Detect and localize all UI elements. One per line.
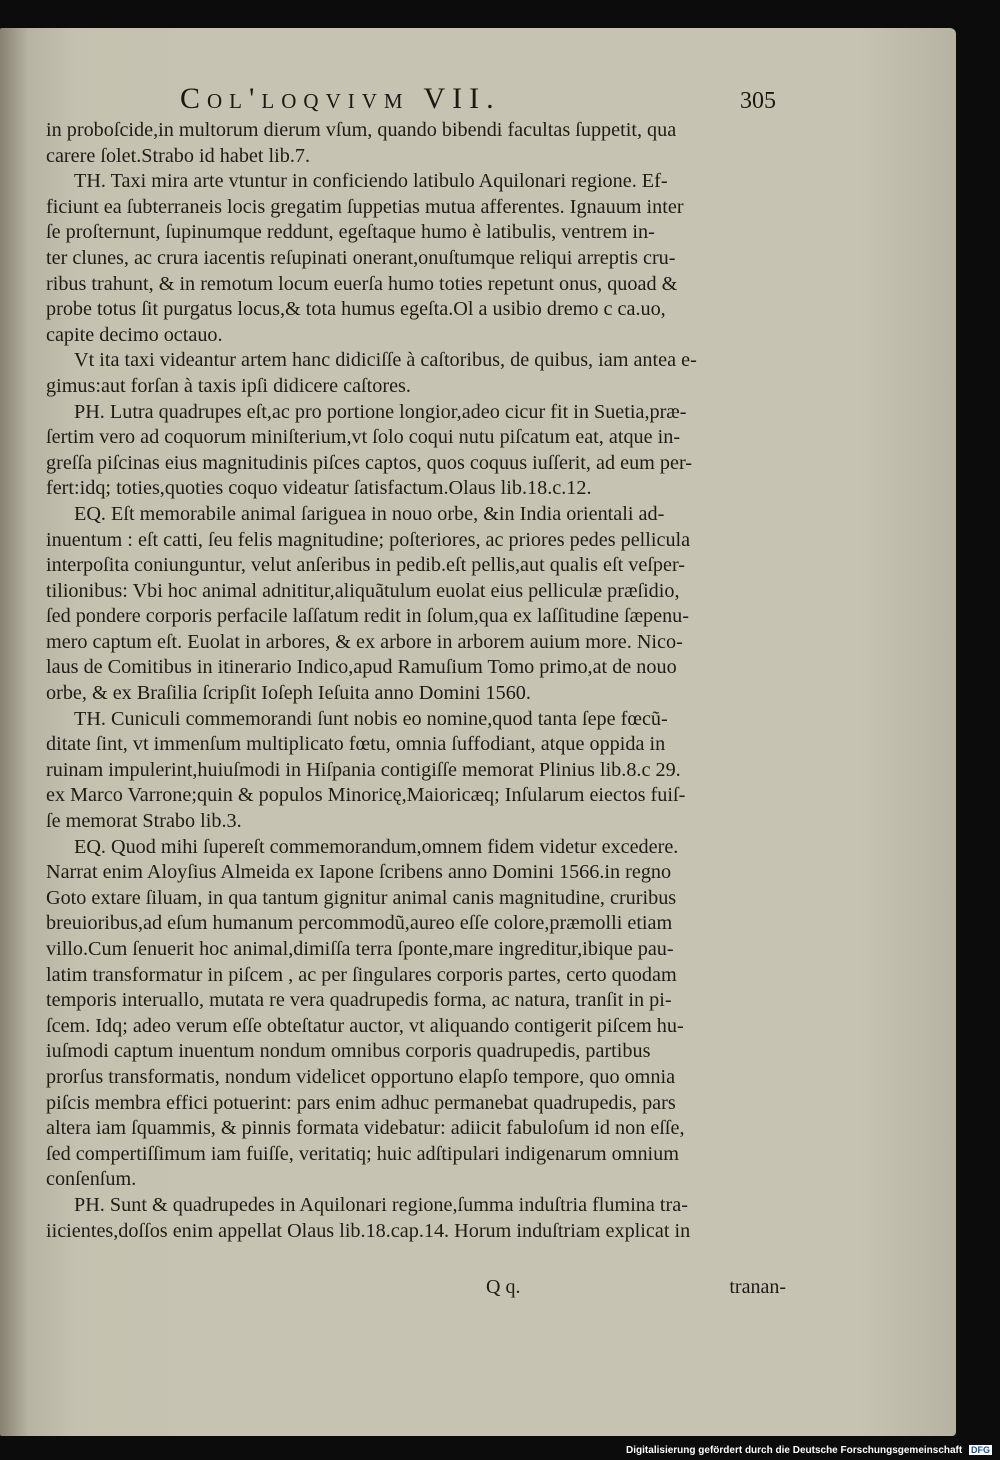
text-line: carere ſolet.Strabo id habet lib.7.	[46, 144, 311, 167]
text-line: ditate ſint, vt immenſum multiplicato fœtu, omnia ſuffodiant, atque oppida in	[46, 733, 666, 756]
text-line: iuſmodi captum inuentum nondum omnibus corporis quadrupedis, partibus	[46, 1040, 651, 1063]
text-line: PH. Sunt & quadrupedes in Aquilonari regione,ſumma induſtria flumina tra-	[74, 1193, 688, 1216]
text-line: ſed pondere corporis perfacile laſſatum redit in ſolum,qua ex laſſitudine ſæpenu-	[46, 605, 689, 628]
dfg-logo: DFG	[971, 1445, 990, 1455]
signature-mark: Q q.	[486, 1276, 521, 1298]
book-page	[0, 28, 956, 1436]
credit-text: Digitalisierung gefördert durch die Deutsche Forschungsgemeinschaft	[626, 1445, 963, 1456]
text-line: fert:idq; toties,quoties coquo videatur ſatisfactum.Olaus lib.18.c.12.	[46, 477, 592, 500]
text-line: ter clunes, ac crura iacentis reſupinati onerant,onuſtumque reliqui arreptis cru-	[46, 246, 676, 269]
page-number: 305	[740, 88, 776, 114]
text-line: villo.Cum ſenuerit hoc animal,dimiſſa terra ſponte,mare ingreditur,ibique pau-	[46, 938, 674, 960]
page-binding-shadow	[0, 28, 28, 1436]
page-footer	[46, 1276, 786, 1306]
text-line: probe totus ſit purgatus locus,& tota humus egeſta.Ol a usibio dremo c ca.uo,	[46, 298, 666, 321]
text-line: ſed compertiſſimum iam fuiſſe, veritatiq; huic adſtipulari indigenarum omnium	[46, 1142, 679, 1165]
page-title: Col'loqvivm VII.	[180, 82, 501, 115]
text-line: ſe proſternunt, ſupinumque reddunt, egeſtaque humo è latibulis, ventrem in-	[46, 221, 655, 244]
text-line: orbe, & ex Braſilia ſcripſit Ioſeph Ieſuita anno Domini 1560.	[46, 682, 531, 705]
text-line: gimus:aut forſan à taxis ipſi didicere caſtores.	[46, 374, 411, 397]
text-line: ficiunt ea ſubterraneis locis gregatim ſuppetias mutua afferentes. Ignauum inter	[46, 195, 684, 218]
text-line: interpoſita coniunguntur, velut anſeribus in pedib.eſt pellis,aut qualis eſt veſper-	[46, 554, 686, 577]
text-line: greſſa piſcinas eius magnitudinis piſces captos, quos coquus iuſſerit, ad eum per-	[46, 451, 693, 474]
running-head	[0, 82, 956, 122]
text-line: mero captum eſt. Euolat in arbores, & ex arbore in arborem auium more. Nico-	[46, 630, 683, 653]
text-line: ribus trahunt, & in remotum locum euerſa humo toties repetunt onus, quoad &	[46, 272, 678, 295]
text-line: ex Marco Varrone;quin & populos Minoricę,Maioricæq; Inſularum eiectos fuiſ-	[46, 784, 686, 807]
text-line: iicientes,doſſos enim appellat Olaus lib.18.cap.14. Horum induſtriam explicat in	[46, 1219, 691, 1242]
text-line: EQ. Eſt memorabile animal ſariguea in nouo orbe, &in India orientali ad-	[74, 502, 665, 525]
text-line: EQ. Quod mihi ſupereſt commemorandum,omnem fidem videtur excedere.	[74, 835, 679, 858]
text-line: inuentum : eſt catti, ſeu felis magnitudine; poſteriores, ac priores pedes pellicula	[46, 528, 691, 551]
text-line: temporis interuallo, mutata re vera quadrupedis forma, ac natura, tranſit in pi-	[46, 989, 672, 1012]
text-line: capite decimo octauo.	[46, 323, 223, 346]
text-line: latim transformatur in piſcem , ac per ſingulares corporis partes, certo quodam	[46, 963, 677, 986]
text-line: in proboſcide,in multorum dierum vſum, quando bibendi facultas ſuppetit, qua	[46, 119, 677, 141]
text-line: tilionibus: Vbi hoc animal adnititur,aliquãtulum euolat eius pelliculæ præſidio,	[46, 579, 680, 602]
text-line: laus de Comitibus in itinerario Indico,apud Ramuſium Tomo primo,at de nouo	[46, 656, 677, 679]
text-line: TH. Cuniculi commemorandi ſunt nobis eo nomine,quod tanta ſepe fœcũ-	[74, 707, 668, 730]
text-line: altera iam ſquammis, & pinnis formata videbatur: adiicit fabuloſum id non eſſe,	[46, 1117, 685, 1140]
text-line: Goto extare ſiluam, in qua tantum gignitur animal canis magnitudine, cruribus	[46, 886, 677, 909]
text-line: ſertim vero ad coquorum miniſterium,vt ſolo coqui nutu piſcatum eat, atque in-	[46, 426, 681, 449]
digitization-credit	[626, 1445, 992, 1456]
text-line: Narrat enim Aloyſius Almeida ex Iapone ſcribens anno Domini 1566.in regno	[46, 861, 672, 884]
text-line: conſenſum.	[46, 1168, 137, 1191]
text-line: ruinam impulerint,huiuſmodi in Hiſpania contigiſſe memorat Plinius lib.8.c 29.	[46, 758, 681, 781]
text-line: TH. Taxi mira arte vtuntur in conficiendo latibulo Aquilonari regione. Ef-	[74, 170, 668, 193]
text-line: ſcem. Idq; adeo verum eſſe obteſtatur auctor, vt aliquando contigerit piſcem hu-	[46, 1014, 684, 1037]
text-line: PH. Lutra quadrupes eſt,ac pro portione longior,adeo cicur fit in Suetia,præ-	[74, 400, 687, 423]
text-line: Vt ita taxi videantur artem hanc didiciſſe à caſtoribus, de quibus, iam antea e-	[74, 349, 697, 372]
text-line: breuioribus,ad eſum humanum percommodũ,aureo eſſe colore,præmolli etiam	[46, 912, 673, 935]
body-text	[46, 118, 786, 1244]
text-line: ſe memorat Strabo lib.3.	[46, 810, 242, 833]
text-line: prorſus transformatis, nondum videlicet opportuno elapſo tempore, quo omnia	[46, 1065, 676, 1088]
text-line: piſcis membra effici potuerint: pars enim adhuc permanebat quadrupedis, pars	[46, 1091, 676, 1114]
catchword: tranan-	[729, 1276, 786, 1298]
